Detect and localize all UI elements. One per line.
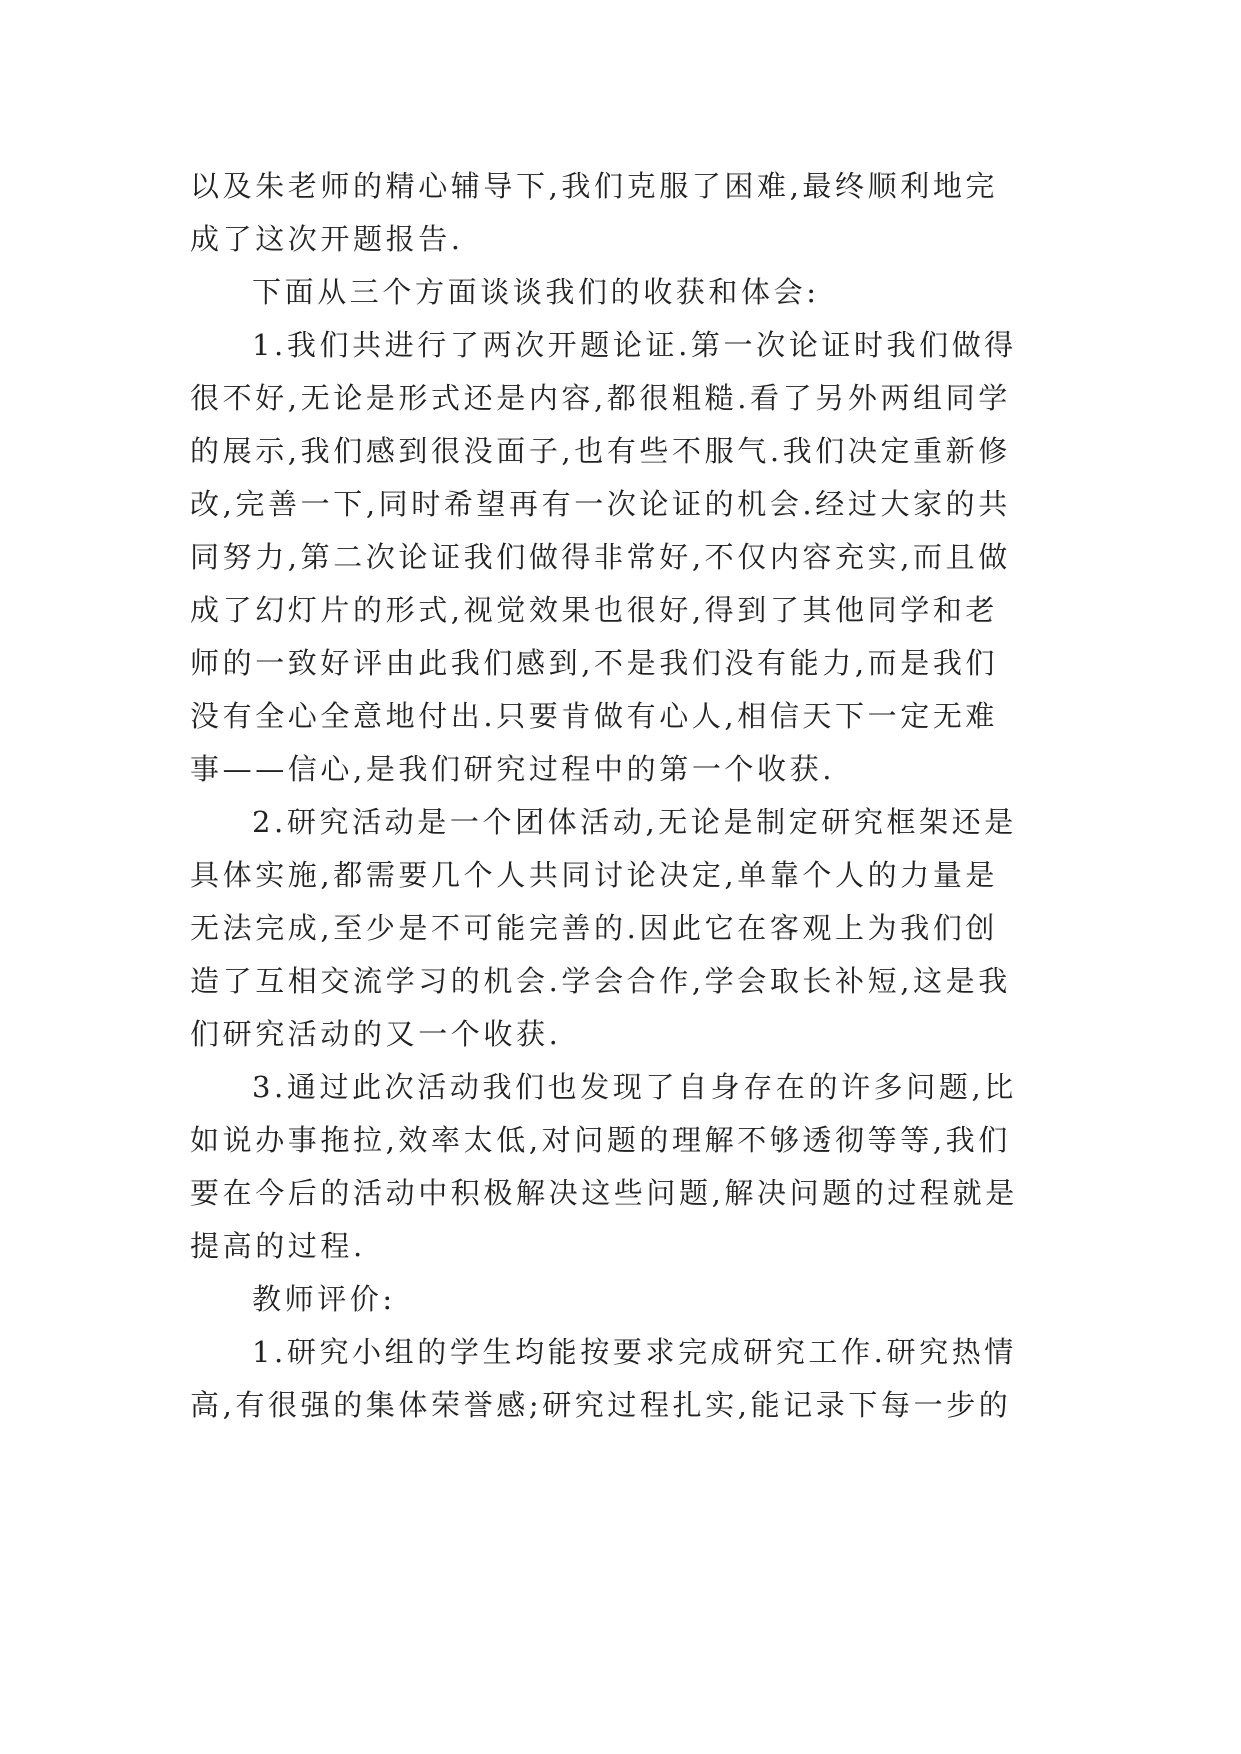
text-line: 很不好,无论是形式还是内容,都很粗糙.看了另外两组同学 (190, 381, 1011, 415)
text-line: 如说办事拖拉,效率太低,对问题的理解不够透彻等等,我们 (190, 1123, 1011, 1157)
body-text (190, 160, 1050, 1432)
teacher-evaluation-heading: 教师评价: (252, 1282, 396, 1316)
text-line: 的展示,我们感到很没面子,也有些不服气.我们决定重新修 (190, 434, 1011, 468)
text-line: 无法完成,至少是不可能完善的.因此它在客观上为我们创 (190, 911, 999, 945)
text-line: 具体实施,都需要几个人共同讨论决定,单靠个人的力量是 (190, 858, 999, 892)
text-line: 要在今后的活动中积极解决这些问题,解决问题的过程就是 (190, 1176, 1018, 1210)
point-1-first-line: 1.我们共进行了两次开题论证.第一次论证时我们做得 (252, 328, 1017, 362)
text-line: 事——信心,是我们研究过程中的第一个收获. (190, 752, 836, 786)
text-line: 造了互相交流学习的机会.学会合作,学会取长补短,这是我 (190, 964, 1011, 998)
text-line: 同努力,第二次论证我们做得非常好,不仅内容充实,而且做 (190, 540, 1011, 574)
point-3-first-line: 3.通过此次活动我们也发现了自身存在的许多问题,比 (252, 1070, 1017, 1104)
text-line: 成了幻灯片的形式,视觉效果也很好,得到了其他同学和老 (190, 593, 999, 627)
evaluation-point-1-first-line: 1.研究小组的学生均能按要求完成研究工作.研究热情 (252, 1335, 1017, 1369)
section-intro-line: 下面从三个方面谈谈我们的收获和体会: (252, 275, 820, 309)
text-line: 以及朱老师的精心辅导下,我们克服了困难,最终顺利地完 (190, 169, 999, 203)
text-line: 师的一致好评由此我们感到,不是我们没有能力,而是我们 (190, 646, 999, 680)
text-line: 们研究活动的又一个收获. (190, 1017, 562, 1051)
text-line: 高,有很强的集体荣誉感;研究过程扎实,能记录下每一步的 (190, 1388, 1012, 1422)
text-line: 改,完善一下,同时希望再有一次论证的机会.经过大家的共 (190, 487, 1011, 521)
text-line: 成了这次开题报告. (190, 222, 464, 256)
text-line: 没有全心全意地付出.只要肯做有心人,相信天下一定无难 (190, 699, 999, 733)
text-line: 提高的过程. (190, 1229, 366, 1263)
point-2-first-line: 2.研究活动是一个团体活动,无论是制定研究框架还是 (252, 805, 1017, 839)
